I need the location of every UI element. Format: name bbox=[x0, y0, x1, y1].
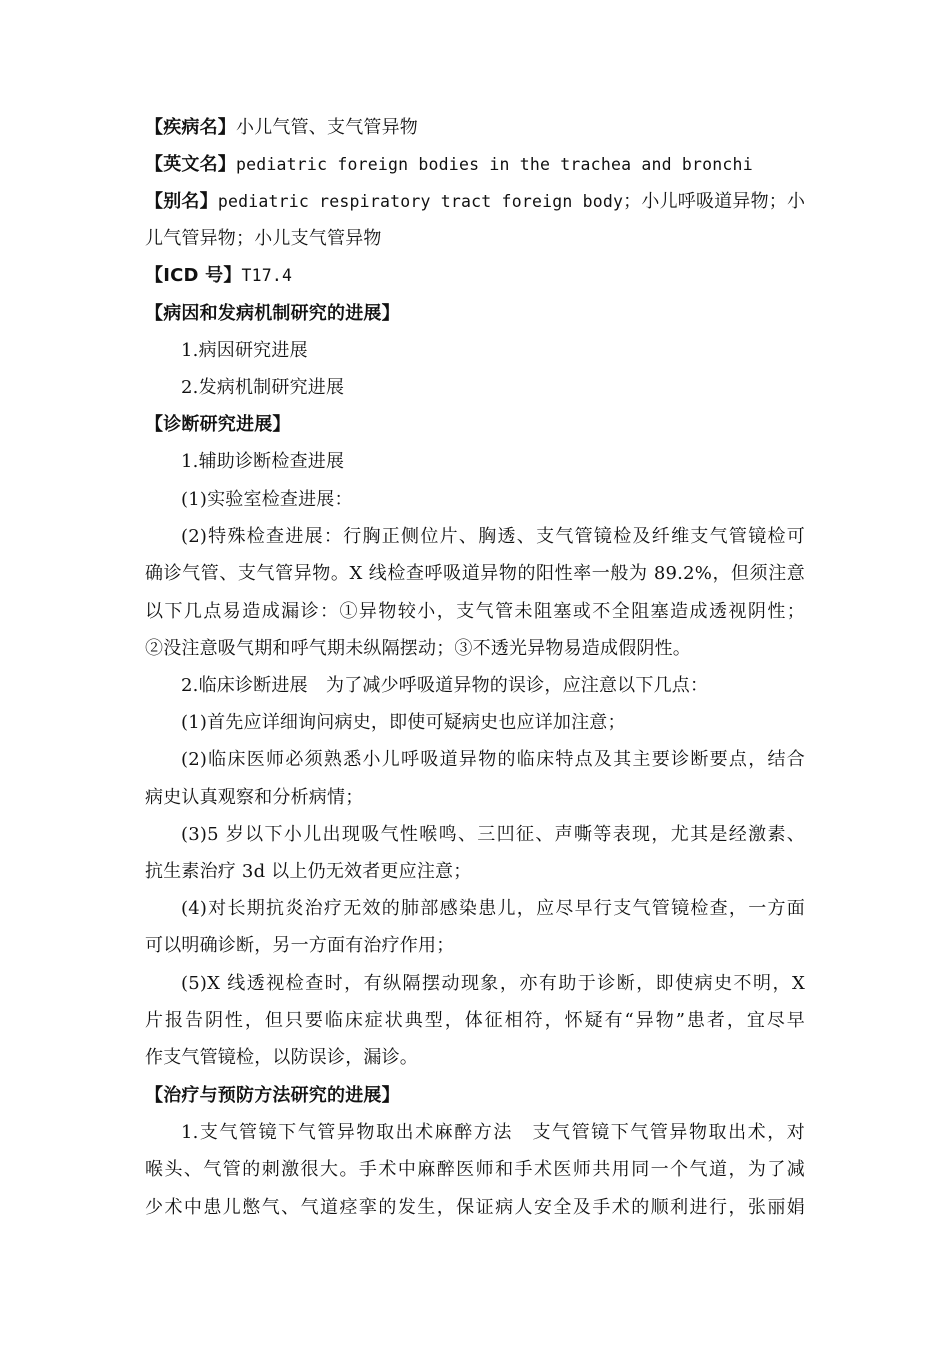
paragraph-line: 少术中患儿憋气、气道痉挛的发生，保证病人安全及手术的顺利进行，张丽娟 bbox=[145, 1197, 805, 1218]
paragraph-line: (4)对长期抗炎治疗无效的肺部感染患儿，应尽早行支气管镜检查，一方面 bbox=[181, 898, 805, 919]
list-item: 2.发病机制研究进展 bbox=[181, 377, 345, 398]
alias-value-cn: ；小儿呼吸道异物；小 bbox=[623, 191, 806, 212]
section-heading-diagnosis: 【诊断研究进展】 bbox=[145, 414, 291, 435]
paragraph-line: (2)临床医师必须熟悉小儿呼吸道异物的临床特点及其主要诊断要点，结合 bbox=[181, 749, 805, 770]
paragraph-line: 喉头、气管的刺激很大。手术中麻醉医师和手术医师共用同一个气道，为了减 bbox=[145, 1159, 805, 1180]
icd-row bbox=[145, 264, 292, 288]
paragraph-line: 确诊气管、支气管异物。X 线检查呼吸道异物的阳性率一般为 89.2%，但须注意 bbox=[145, 563, 805, 584]
paragraph-line: (2)特殊检查进展：行胸正侧位片、胸透、支气管镜检及纤维支气管镜检可 bbox=[181, 526, 805, 547]
icd-value: T17.4 bbox=[241, 266, 293, 285]
paragraph-line: 可以明确诊断，另一方面有治疗作用； bbox=[145, 935, 455, 956]
section-heading-etiology: 【病因和发病机制研究的进展】 bbox=[145, 303, 400, 324]
paragraph-line: ②没注意吸气期和呼气期未纵隔摆动；③不透光异物易造成假阴性。 bbox=[145, 638, 691, 659]
paragraph-line: 病史认真观察和分析病情； bbox=[145, 787, 364, 808]
list-item: (1)实验室检查进展： bbox=[181, 489, 353, 510]
paragraph-line: 抗生素治疗 3d 以上仍无效者更应注意； bbox=[145, 861, 472, 882]
icd-label: 【ICD 号】 bbox=[145, 265, 242, 286]
english-name-row bbox=[145, 153, 753, 177]
english-name-label: 【英文名】 bbox=[145, 154, 236, 175]
alias-continuation: 儿气管异物；小儿支气管异物 bbox=[145, 228, 382, 249]
list-item: 1.辅助诊断检查进展 bbox=[181, 451, 345, 472]
paragraph-line: 片报告阴性，但只要临床症状典型，体征相符，怀疑有“异物”患者，宜尽早 bbox=[145, 1010, 805, 1031]
disease-name-row bbox=[145, 116, 418, 140]
section-heading-treatment: 【治疗与预防方法研究的进展】 bbox=[145, 1085, 400, 1106]
paragraph-line: 作支气管镜检，以防误诊，漏诊。 bbox=[145, 1047, 418, 1068]
disease-name-value: 小儿气管、支气管异物 bbox=[236, 117, 418, 138]
list-item: 1.病因研究进展 bbox=[181, 340, 308, 361]
paragraph-line: 1.支气管镜下气管异物取出术麻醉方法 支气管镜下气管异物取出术，对 bbox=[181, 1122, 805, 1143]
alias-label: 【别名】 bbox=[145, 191, 218, 212]
alias-value-en: pediatric respiratory tract foreign body bbox=[217, 192, 624, 211]
paragraph-line: (1)首先应详细询问病史，即使可疑病史也应详加注意； bbox=[181, 712, 626, 733]
paragraph-line: (3)5 岁以下小儿出现吸气性喉鸣、三凹征、声嘶等表现，尤其是经激素、 bbox=[181, 824, 805, 845]
paragraph-line: 2.临床诊断进展 为了减少呼吸道异物的误诊，应注意以下几点： bbox=[181, 675, 709, 696]
paragraph-line: 以下几点易造成漏诊：①异物较小，支气管未阻塞或不全阻塞造成透视阴性； bbox=[145, 601, 805, 622]
alias-row bbox=[145, 190, 805, 214]
english-name-value: pediatric foreign bodies in the trachea and bronchi bbox=[236, 155, 753, 174]
paragraph-line: (5)X 线透视检查时，有纵隔摆动现象，亦有助于诊断，即使病史不明，X bbox=[181, 973, 805, 994]
disease-name-label: 【疾病名】 bbox=[145, 117, 236, 138]
